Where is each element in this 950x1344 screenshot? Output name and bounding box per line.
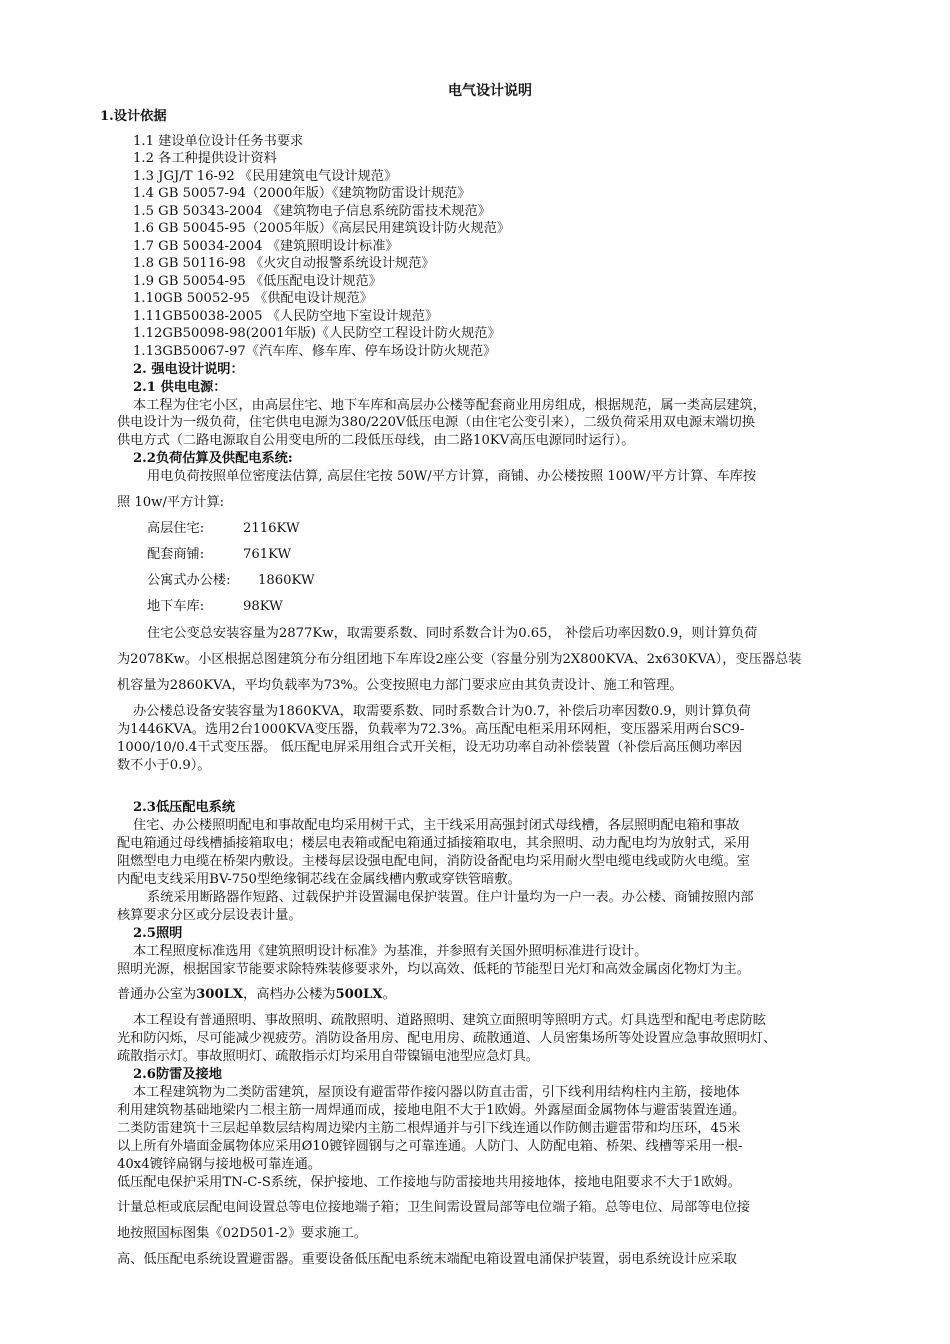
paragraph-line: 照明光源，根据国家节能要求除特殊装修要求外，均以高效、低耗的节能型日光灯和高效金属卤化物灯为主。 <box>117 962 750 977</box>
paragraph-line: 以上所有外墙面金属物体应采用Ø10镀锌圆钢与之可靠连通。人防门、人防配电箱、桥架、线槽等采用一根- <box>117 1139 743 1154</box>
paragraph-line: 供电方式（二路电源取自公用变电所的二段低压母线，由二路10KV高压电源同时运行）。 <box>117 433 635 448</box>
reference-item: 1.7 GB 50034-2004 《建筑照明设计标准》 <box>133 239 399 254</box>
paragraph-line: 内配电支线采用BV-750型绝缘铜芯线在金属线槽内敷或穿铁管暗敷。 <box>117 872 521 887</box>
load-value: 1860KW <box>258 573 315 588</box>
reference-item: 1.10GB 50052-95 《供配电设计规范》 <box>133 291 373 306</box>
section-2-6-heading: 2.6防雷及接地 <box>133 1067 222 1082</box>
reference-item: 1.3 JGJ/T 16-92 《民用建筑电气设计规范》 <box>133 169 398 184</box>
reference-item: 1.11GB50038-2005 《人民防空地下室设计规范》 <box>133 309 439 324</box>
paragraph-line: 计量总柜或底层配电间设置总等电位接地端子箱；卫生间需设置局部等电位端子箱。总等电位、局部等电位接 <box>117 1200 750 1215</box>
paragraph-line: 系统采用断路器作短路、过载保护并设置漏电保护装置。住户计量均为一户一表。办公楼、商铺按照内部 <box>147 890 754 905</box>
illuminance-text: ，高档办公楼为 <box>243 987 336 1002</box>
illuminance-text: 。 <box>382 987 396 1002</box>
illuminance-value: 500LX <box>335 987 383 1002</box>
paragraph-line: 低压配电保护采用TN-C-S系统，保护接地、工作接地与防雷接地共用接地体，接地电阻要求不大于1欧姆。 <box>117 1175 741 1190</box>
paragraph-line: 配电箱通过母线槽插接箱取电；楼层电表箱或配电箱通过插接箱取电，其余照明、动力配电均为放射式，采用 <box>117 836 750 851</box>
reference-item: 1.2 各工种提供设计资料 <box>133 151 277 166</box>
paragraph-line: 阻燃型电力电缆在桥架内敷设。主楼每层设强电配电间，消防设备配电均采用耐火型电缆电线或防火电缆。室 <box>117 854 750 869</box>
section-1-heading: 1.设计依据 <box>100 109 167 124</box>
paragraph-line: 照 10w/平方计算: <box>117 495 225 510</box>
load-value: 98KW <box>243 599 283 614</box>
reference-item: 1.5 GB 50343-2004 《建筑物电子信息系统防雷技术规范》 <box>133 204 491 219</box>
paragraph-line: 高、低压配电系统设置避雷器。重要设备低压配电系统末端配电箱设置电涌保护装置，弱电系统设计应采取 <box>117 1252 737 1267</box>
paragraph-line: 本工程设有普通照明、事故照明、疏散照明、道路照明、建筑立面照明等照明方式。灯具选型和配电考虑防眩 <box>133 1013 766 1028</box>
paragraph-line: 本工程建筑物为二类防雷建筑，屋顶设有避雷带作接闪器以防直击雷，引下线利用结构柱内主筋，接地体 <box>133 1085 740 1100</box>
paragraph-line: 用电负荷按照单位密度法估算, 高层住宅按 50W/平方计算，商铺、办公楼按照 100W/平方计算、车库按 <box>147 469 757 484</box>
load-value: 2116KW <box>243 521 300 536</box>
load-label: 公寓式办公楼: <box>147 573 231 588</box>
paragraph-line: 二类防雷建筑十三层起单数层结构周边梁内主筋二根焊通并与引下线连通以作防侧击避雷带和均压环，45米 <box>117 1121 741 1136</box>
load-label: 地下车库: <box>147 599 205 614</box>
section-2-1-heading: 2.1 供电电源： <box>133 380 227 395</box>
illuminance-text: 普通办公室为 <box>117 987 197 1002</box>
paragraph-line: 1000/10/0.4干式变压器。 低压配电屏采用组合式开关柜，设无功功率自动补偿装置（补偿后高压侧功率因 <box>117 740 743 755</box>
load-value: 761KW <box>243 547 292 562</box>
paragraph-line: 供电设计为一级负荷，住宅供电电源为380/220V低压电源（由住宅公变引来），二级负荷采用双电源末端切换 <box>117 415 755 430</box>
paragraph-line: 40x4镀锌扁钢与接地极可靠连通。 <box>117 1157 322 1172</box>
illuminance-value: 300LX <box>196 987 244 1002</box>
reference-item: 1.12GB50098-98(2001年版)《人民防空工程设计防火规范》 <box>133 326 501 341</box>
reference-item: 1.4 GB 50057-94（2000年版）《建筑物防雷设计规范》 <box>133 186 471 201</box>
paragraph-line: 为1446KVA。选用2台1000KVA变压器，负载率为72.3%。高压配电柜采用环网柜，变压器采用两台SC9- <box>117 722 745 737</box>
paragraph-line: 办公楼总设备安装容量为1860KVA，取需要系数、同时系数合计为0.7，补偿后功率因数0.9，则计算负荷 <box>133 704 751 719</box>
reference-item: 1.13GB50067-97《汽车库、修车库、停车场设计防火规范》 <box>133 344 497 359</box>
paragraph-line: 为2078Kw。小区根据总图建筑分布分组团地下车库设2座公变（容量分别为2X800KVA、2x630KVA），变压器总装 <box>117 652 802 667</box>
section-2-heading: 2. 强电设计说明： <box>133 362 244 377</box>
paragraph-line: 地按照国标图集《02D501-2》要求施工。 <box>117 1226 367 1241</box>
section-2-5-heading: 2.5照明 <box>133 926 183 941</box>
paragraph-line: 疏散指示灯。事故照明灯、疏散指示灯均采用自带镍镉电池型应急灯具。 <box>117 1049 539 1064</box>
document-title: 电气设计说明 <box>448 83 532 99</box>
reference-item: 1.9 GB 50054-95 《低压配电设计规范》 <box>133 274 382 289</box>
paragraph-line: 本工程照度标准选用《建筑照明设计标准》为基准，并参照有关国外照明标准进行设计。 <box>133 944 648 959</box>
paragraph-line: 核算要求分区或分层设表计量。 <box>117 908 302 923</box>
paragraph-line: 利用建筑物基础地梁内二根主筋一周焊通而成，接地电阻不大于1欧姆。外露屋面金属物体与避雷装置连通。 <box>117 1103 746 1118</box>
paragraph-line: 光和防闪烁，尽可能减少视疲劳。消防设备用房、配电用房、疏散通道、人员密集场所等处设置应急事故照明灯、 <box>117 1031 777 1046</box>
reference-item: 1.8 GB 50116-98 《火灾自动报警系统设计规范》 <box>133 256 435 271</box>
paragraph-line: 本工程为住宅小区，由高层住宅、地下车库和高层办公楼等配套商业用房组成，根据规范，属一类高层建筑， <box>133 398 766 413</box>
load-label: 高层住宅: <box>147 521 205 536</box>
section-2-3-heading: 2.3低压配电系统 <box>133 800 236 815</box>
paragraph-line: 数不小于0.9）。 <box>117 758 211 773</box>
reference-item: 1.6 GB 50045-95（2005年版）《高层民用建筑设计防火规范》 <box>133 221 511 236</box>
illuminance-line <box>117 988 396 1001</box>
load-label: 配套商铺: <box>147 547 205 562</box>
section-2-2-heading: 2.2负荷估算及供配电系统: <box>133 451 293 466</box>
reference-item: 1.1 建设单位设计任务书要求 <box>133 134 304 149</box>
paragraph-line: 机容量为2860KVA，平均负载率为73%。公变按照电力部门要求应由其负责设计、施工和管理。 <box>117 678 683 693</box>
paragraph-line: 住宅公变总安装容量为2877Kw，取需要系数、同时系数合计为0.65， 补偿后功率因数0.9，则计算负荷 <box>147 626 758 641</box>
paragraph-line: 住宅、办公楼照明配电和事故配电均采用树干式，主干线采用高强封闭式母线槽，各层照明配电箱和事故 <box>133 818 740 833</box>
